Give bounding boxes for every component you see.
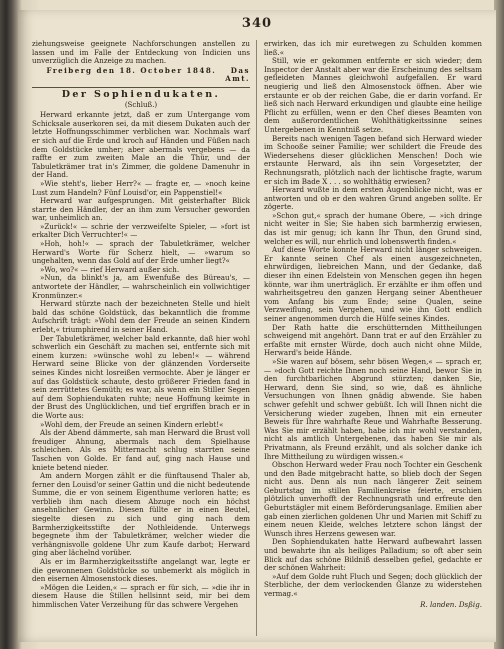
paragraph: »Mögen die Leiden,« — sprach er für sich, — »die ihr in diesem Hause die Stillen hellsinnt seid, mir bei dem himmlischen Vater Verzeihung für das schwere Vergehen	[32, 582, 250, 609]
dateline	[32, 67, 250, 84]
paragraph: »Wohl dem, der Freude an seinen Kindern erlebt!«	[40, 419, 224, 429]
paragraph: Auf diese Worte konnte Herward nicht länger schweigen. Er kannte seinen Chef als einen ausgezeichneten, ehrwürdigen, liebreichen Mann, und der Gedanke, daß dieser ihn einen Edelstein von Menschen gegen ihn hegen könnte, war ihm unerträglich. Er erzählte er ihm offen und wahrheitsgetreu den ganzen Hergang seiner Abentheuer vom Anfang bis zum Ende; seine Qualen, seine Verzweiflung, sein Vergehen, und wie ihn Gott endlich seiner angenommen durch die Hülfe seines Kindes.	[264, 245, 482, 323]
right-column	[264, 40, 482, 609]
author-signature: R. landen. Dsßig.	[420, 599, 482, 609]
paragraph: erwirken, das ich mir euretwegen zu Schulden kommen ließ.«	[264, 39, 482, 57]
paragraph: »Wo, wo?« — rief Herward außer sich.	[40, 264, 180, 274]
paragraph: Herward wußte in dem ersten Augenblicke nicht, was er antworten und ob er den wahren Grund angeben sollte. Er zögerte.	[264, 185, 482, 212]
paragraph: Am andern Morgen zählt er die fünftausend Thaler ab, ferner den Louisd'or seiner Gattin und die nicht bedeutende Summe, die er von seinem Eigenthume verloren hatte; es verblieb ihm nach diesem Abzuge noch ein höchst ansehnlicher Gewinn. Diesen füllte er in einen Beutel, siegelte diesen zu sich und ging nach dem Barmherzigkeitsstifte der Nothleidende. Unterwegs begegnete ihm der Tabuletkrämer, welcher wieder die verhängnisvolle goldene Uhr zum Kaufe darbot; Herward ging aber lächelnd vorüber.	[32, 471, 250, 558]
paragraph: Herward erkannte jetzt, daß er zum Untergange vom Schicksale auserkoren sei, da mit diesem Dukaten auch der letzte Hoffnungsschimmer verblichen war. Nochmals warf er sich auf die Erde und kroch auf Händen und Füßen nach dem Goldstücke umher; aber abermals vergebens — da raffte er zum zweiten Male an die Thür, und der Tabuletkrämer trat in's Zimmer, die goldene Damenuhr in der Hand.	[32, 110, 250, 180]
story-subtitle: (Schluß.)	[124, 100, 158, 109]
paragraph: Obschon Herward weder Frau noch Tochter ein Geschenk und den Bade mitgebracht hatte, so blieb doch der Segen nicht aus. Denn als nun nach längerer Zeit seinem Geburtstag im stillen Familienkreise feierte, erschien plötzlich unverhofft der Rechnungsrath und erfreute den Geburtstägler mit einem Beförderungsanlage. Emilien aber gab einen zierlichen goldenen Uhr und Marien mit Schiff zu einem neuen Kleide, welches letztere schon längst der Wunsch ihres Herzens gewesen war.	[264, 460, 482, 538]
page-number: 340	[241, 16, 273, 31]
paragraph: Der Rath hatte die erschütternden Mittheilungen schweigend mit angehört. Dann trat er auf den Erzähler zu erfaßte mit ernster Würde, doch auch nicht ohne Milde, Herward's beide Hände.	[264, 322, 482, 358]
paragraph: Herward stürzte nach der bezeichneten Stelle und hielt bald das schöne Goldstück, das bekanntlich die fromme Aufschrift trägt: »Wohl dem der Freude an seinen Kindern erlebt,« triumphirend in seiner Hand.	[32, 299, 250, 334]
paragraph: Still, wie er gekommen entfernte er sich wieder; dem Inspector der Anstalt aber war die Erscheinung des seltsam gefleideten Mannes gleichwohl aufgefallen. Er ward neugierig und ließ den Almosenstock öffnen. Aber wie erstaunte er ob der reichen Gabe, die er darin vorfand. Er ließ sich nach Herward erkundigen und glaubte eine heilige Pflicht zu erfüllen, wenn er den Chef dieses Beamten von dem außerordentlichen Wohlthätigkeitssinne seines Untergebenen in Kenntniß setze.	[264, 56, 482, 134]
paragraph: Der Tabuletkrämer, welcher bald erkannte, daß hier wohl schwerlich ein Geschäft zu machen sei, entfernte sich mit einem kurzen: »wünsche wohl zu leben!« — während Herward seine Blicke von der glänzenden Vorderseite seines Kindes nicht losreißen vermochte. Aber je länger er auf das Goldstück schaute, desto größerer Frieden fand in sein zerrüttetes Gemüth; es war, als wenn ein Stiller Segen auf dem Sophiendukaten ruhte; neue Hoffnung keimte in der Brust des Unglücklichen, und tief ergriffen brach er in die Worte aus:	[32, 333, 250, 420]
paragraph: Den Sophiendukaten hatte Herward aufbewahrt lassen und bewahrte ihn als heiliges Palladium; so oft aber sein Blick auf das schöne Bildniß desselben gefiel, gedachte er der schönen Wahrheit:	[264, 537, 482, 573]
paragraph: Herward war aufgesprungen. Mit geisterhafter Blick starrte den Händler, der an ihm zum Versucher geworden war, unheimlich an.	[32, 196, 250, 223]
paragraph: Als er im Barmherzigkeitsstifte angelangt war, legte er die gewonnenen Goldstücke so unbemerkt als möglich in den eisernen Almosenstock dieses.	[32, 557, 250, 584]
paragraph: Bereits nach wenigen Tagen befand sich Herward wieder im Schooße seiner Familie; wer schildert die Freude des Wiedersehens dieser glücklichen Menschen! Doch wie erstaunte Herward, als ihn sein Vorgesetzter, der Rechnungsrath, plötzlich nach der lichtische fragte, warum er sich im Bade X . . . so wohlthätig erwiesen?	[264, 133, 482, 186]
dateline-place-date: Freiberg den 18. October 1848.	[46, 65, 217, 75]
paragraph: Als der Abend dämmerte, sah man Herward die Brust voll freudiger Ahnung, abermals nach dem Spielhause schleichen. Als es Mitternacht schlug starrten seine Taschen von Golde. Er fand auf, ging nach Hause und kniete betend nieder.	[32, 428, 250, 472]
left-column	[32, 40, 250, 610]
dateline-office: Das Amt.	[225, 65, 250, 84]
paragraph: »Hoh, hoh!« — sprach der Tabuletkrämer, welcher Herward's Worte für Scherz hielt, — »warum so ungehalten, wenn das Gold auf der Erde umher liegt?«	[32, 239, 250, 266]
book-page	[18, 10, 496, 642]
story-title: Der Sophiendukaten.	[61, 88, 221, 100]
paragraph: »Schon gut,« sprach der humane Obere, — »ich dringe nicht weiter in Sie; Sie haben sich barmherzig erwiesen, das ist mir genug; ich kann Ihr Thun, den Grund sind, welcher es will, nur ehrlich und lobenswerth finden.«	[264, 210, 482, 246]
paragraph: »Wie steht's, lieber Herr?« — fragte er, — »noch keine Lust zum Handeln? Fünf Louisd'or, ein Pappenstiel!«	[32, 178, 250, 197]
closing-quote: »Auf dem Golde ruht Fluch und Segen; doch glücklich der Sterbliche, der dem verlockenden Glanze zu widerstehen vermag.«	[264, 571, 482, 598]
column-rule	[256, 40, 257, 636]
section-divider	[32, 87, 250, 88]
paragraph: »Sie waren auf bösem, sehr bösen Wegen,« — sprach er, — »doch Gott reichte Ihnen noch seine Hand, bewor Sie in den furchtbarlichen Abgrund stürzten; danken Sie, Herward, denn Sie sind, so wie, daß es ähnliche Versuchungen von Ihnen gnädig abwende. Sie haben schwer gefehlt und schwer gebüßt. Ich will Ihnen nicht die Versicherung wieder zugeben, Ihnen mit ein erneuter Beweis für Ihre wahrhafte Reue und Wahrhafte Besserung. Was Sie mir erzählt haben, habe ich mir wohl verstanden, nicht als amtlich Untergebenen, das haben Sie mir als Privatmann, als Freund erzählt, und als solcher danke ich Ihre Mittheilung zu würdigen wissen.«	[264, 356, 482, 461]
paragraph: »Nun, da blinkt's ja, am Ewenfuße des Büreau's, — antwortete der Händler, — wahrscheinlich ein vollwichtiger Kronmünzer.«	[32, 273, 250, 300]
intro-paragraph: ziehungsweise geeignete Nachforschungen anstellen zu lassen und im Falle der Entdeckung von Indicien uns unverzüglich die Anzeige zu machen.	[32, 39, 250, 66]
paragraph: »Zurück!« — schrie der verzweifelte Spieler, — »fort ist erkalter Dich Verruchter!« —	[32, 221, 250, 240]
